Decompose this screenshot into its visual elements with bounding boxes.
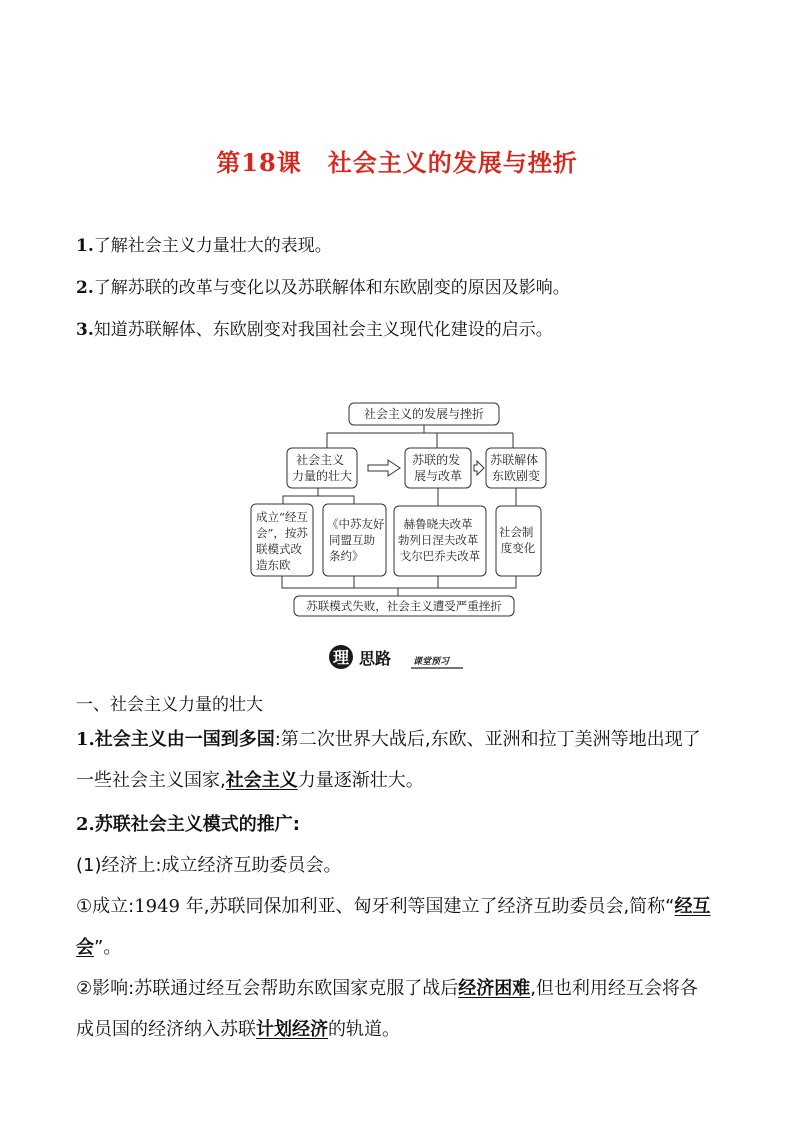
- paragraph-2: 2.苏联社会主义模式的推广:: [76, 814, 300, 835]
- diagram-leaf-treaty-text: 《中苏友好 同盟互助 条约》: [327, 517, 385, 563]
- diagram-arrow-1: [368, 460, 400, 476]
- diagram-leaf-system-text: 社会制 度变化: [498, 525, 536, 555]
- objective-2: 2.了解苏联的改革与变化以及苏联解体和东欧剧变的原因及影响。: [76, 278, 570, 298]
- keyword-planned-economy: 计划经济: [256, 1019, 328, 1040]
- diagram-node-strength-text: 社会主义 力量的壮大: [291, 453, 353, 483]
- diagram-bottom-text: 苏联模式失败，社会主义遭受严重挫折: [306, 599, 502, 613]
- objective-1: 1.了解社会主义力量壮大的表现。: [76, 236, 332, 256]
- paragraph-3: (1)经济上:成立经济互助委员会。: [76, 855, 342, 876]
- paragraph-5: ②影响:苏联通过经互会帮助东欧国家克服了战后经济困难,但也利用经互会将各 成员国的经济纳入苏联计划经济的轨道。: [76, 978, 698, 1040]
- keyword-one-to-many: 社会主义由一国到多国: [94, 729, 275, 750]
- diagram-node-collapse-text: 苏联解体 东欧剧变: [490, 453, 541, 483]
- diagram-root-text: 社会主义的发展与挫折: [363, 407, 485, 421]
- diagram-node-reform-text: 苏联的发 展与改革: [412, 453, 463, 483]
- banner-title: 思路: [359, 649, 392, 668]
- keyword-cmea-2: 会: [76, 937, 94, 958]
- section-banner: [325, 643, 465, 673]
- paragraph-1: 1.社会主义由一国到多国:第二次世界大战后,东欧、亚洲和拉丁美洲等地出现了 一些社会主义国家,社会主义力量逐渐壮大。: [76, 729, 701, 791]
- diagram-leaf-reforms-text: 赫鲁晓夫改革 勃列日涅夫改革 戈尔巴乔夫改革: [397, 517, 481, 563]
- paragraph-4: ①成立:1949 年,苏联同保加利亚、匈牙利等国建立了经济互助委员会,简称“经互 会”。: [76, 896, 711, 958]
- section-heading: 一、社会主义力量的壮大: [76, 695, 263, 715]
- diagram-leaf-cmea-text: 成立“经互 会”，按苏 联模式改 造东欧: [256, 510, 308, 572]
- banner-subtitle: 课堂预习: [413, 657, 450, 667]
- knowledge-diagram: [248, 398, 548, 622]
- keyword-cmea-1: 经互: [674, 896, 711, 917]
- banner-logo-char: 理: [332, 648, 350, 667]
- lesson-name: 社会主义的发展与挫折: [327, 149, 578, 177]
- lesson-title: 第18课 社会主义的发展与挫折: [216, 148, 578, 177]
- keyword-socialism: 社会主义: [225, 770, 298, 791]
- objective-3: 3.知道苏联解体、东欧剧变对我国社会主义现代化建设的启示。: [76, 320, 553, 340]
- keyword-economic-difficulty: 经济困难: [458, 978, 531, 999]
- diagram-arrow-2: [474, 461, 484, 475]
